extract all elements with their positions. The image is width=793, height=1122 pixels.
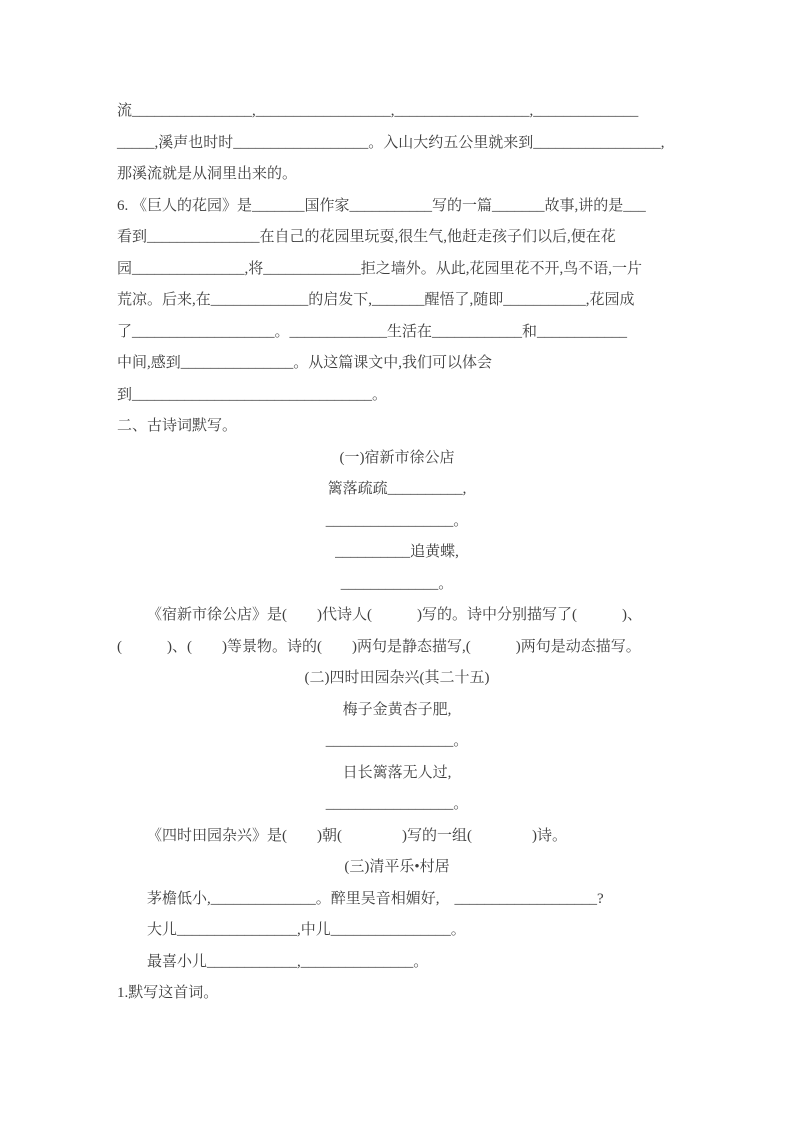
poem1-verse-1: 篱落疏疏__________, [327, 481, 467, 497]
poem2-verse-1: 梅子金黄杏子肥, [342, 701, 452, 718]
poem1-title: (一)宿新市徐公店 [339, 449, 455, 466]
poem2-verse-2: _________________。 [325, 733, 469, 749]
poem3-verse-2: 大儿________________,中儿________________。 [147, 922, 466, 938]
poem2-verse-4: _________________。 [325, 796, 469, 812]
section-2-heading: 二、古诗词默写。 [117, 418, 238, 434]
poem1-question-2: ( )、( )等景物。诗的( )两句是静态描写,( )两句是动态描写。 [117, 638, 641, 655]
poem2-title: (二)四时田园杂兴(其二十五) [304, 670, 490, 686]
q6-line-5: 了___________________。_____________生活在____________和____________ [117, 323, 628, 340]
poem2-verse-3: 日长篱落无人过, [342, 764, 452, 781]
q5-continuation-line-2: _____,溪声也时时__________________。入山大约五公里就来到_________________, [117, 134, 665, 151]
poem1-question-1: 《宿新市徐公店》是( )代诗人( )写的。诗中分别描写了( )、 [147, 607, 642, 623]
q5-continuation-line-1: 流________________,__________________,__________________,______________ [117, 103, 639, 119]
poem3-task-1: 1.默写这首词。 [117, 985, 219, 1001]
poem2-question-1: 《四时田园杂兴》是( )朝( )写的一组( )诗。 [147, 827, 567, 844]
q6-line-6: 中间,感到_______________。从这篇课文中,我们可以体会 [117, 355, 493, 371]
q6-line-4: 荒凉。后来,在_____________的启发下,_______醒悟了,随即___________,花园成 [117, 292, 635, 308]
poem3-title: (三)清平乐•村居 [344, 859, 450, 875]
worksheet-content [117, 96, 677, 1010]
q6-line-7: 到________________________________。 [117, 386, 388, 403]
q6-line-2: 看到_______________在自己的花园里玩耍,很生气,他赶走孩子们以后,便在花 [117, 229, 616, 245]
q5-continuation-line-3: 那溪流就是从洞里出来的。 [117, 166, 298, 182]
poem3-verse-3: 最喜小儿____________,_______________。 [147, 953, 429, 970]
q6-line-1: 6. 《巨人的花园》是_______国作家___________写的一篇_______故事,讲的是___ [117, 197, 646, 214]
poem3-verse-1: 茅檐低小,______________。醉里吴音相媚好, ___________________? [147, 890, 604, 907]
q6-line-3: 园_______________,将_____________拒之墙外。从此,花园里花不开,鸟不语,一片 [117, 260, 643, 277]
poem1-verse-4: _____________。 [340, 575, 454, 592]
poem1-verse-2: _________________。 [325, 512, 469, 529]
poem1-verse-3: __________追黄蝶, [335, 544, 459, 560]
